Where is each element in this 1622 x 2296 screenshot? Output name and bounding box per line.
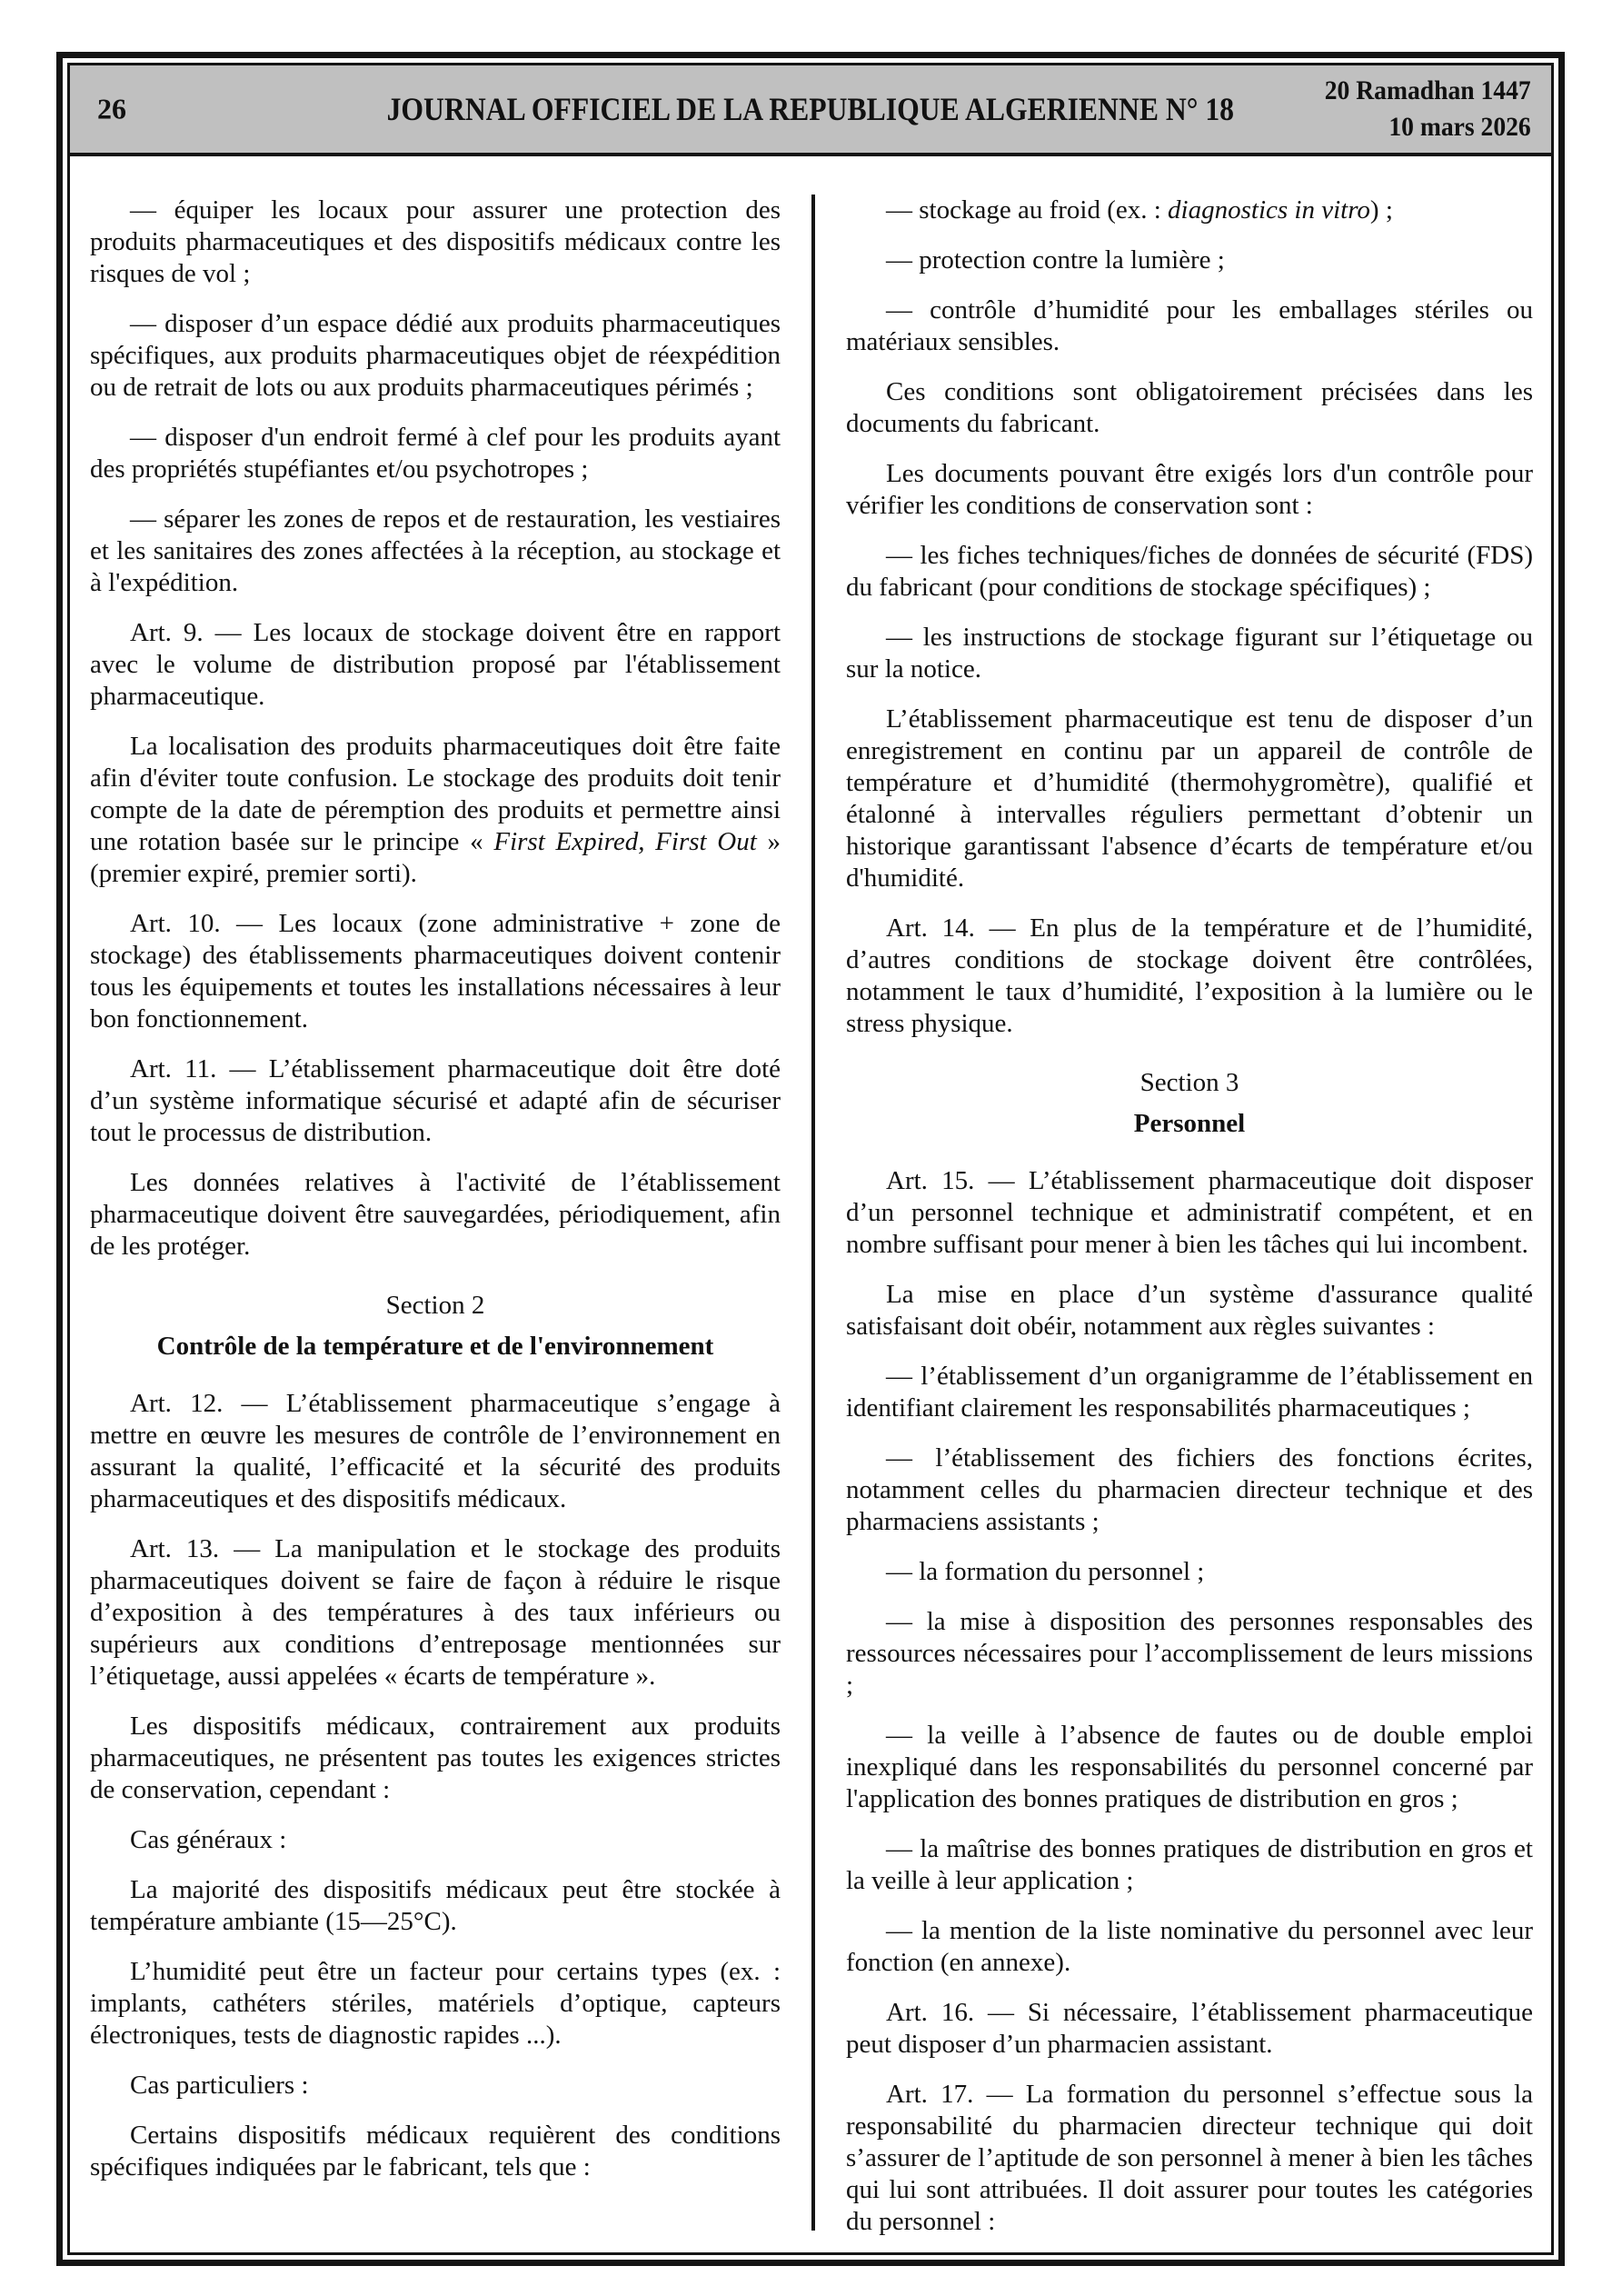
date-hijri: 20 Ramadhan 1447 — [1325, 75, 1531, 105]
paragraph — [90, 1167, 781, 1263]
paragraph — [846, 1361, 1533, 1424]
paragraph — [90, 504, 781, 599]
paragraph — [846, 2079, 1533, 2238]
paragraph — [90, 2120, 781, 2183]
text-run: — disposer d’un espace dédié aux produits pharmaceutiques spécifiques, aux produits pharmaceutiques objet de réexpédition ou de retrait de lots ou aux produits pharmaceutiques périmés ; — [90, 309, 781, 402]
text-run: Ces conditions sont obligatoirement précisées dans les documents du fabricant. — [846, 377, 1533, 438]
paragraph — [90, 308, 781, 404]
text-run: — la veille à l’absence de fautes ou de double emploi inexpliqué dans les responsabilités du personnel concerné par l'application des bonnes pratiques de distribution en gros ; — [846, 1721, 1533, 1813]
paragraph — [90, 195, 781, 290]
text-run: Contrôle de la température et de l'environnement — [156, 1332, 714, 1361]
text-run: Art. 17. — La formation du personnel s’effectue sous la responsabilité du pharmacien directeur technique qui doit s’assurer de l’aptitude de son personnel à mener à bien les tâches qui lui sont attribuées. Il doit assurer pour toutes les catégories du personnel : — [846, 2080, 1533, 2236]
paragraph — [846, 1606, 1533, 1702]
paragraph — [846, 704, 1533, 894]
date-gregorian: 10 mars 2026 — [1388, 112, 1531, 142]
paragraph — [846, 540, 1533, 604]
paragraph — [846, 913, 1533, 1040]
text-run: L’établissement pharmaceutique est tenu de disposer d’un enregistrement en continu par un appareil de contrôle de température et d’humidité (thermohygromètre), qualifié et étalonné à intervalles réguliers permettant d’obtenir un historique garantissant l'absence d’écarts de température et/ou d'humidité. — [846, 704, 1533, 893]
text-run: Section 3 — [1139, 1068, 1239, 1097]
text-run: — les instructions de stockage figurant sur l’étiquetage ou sur la notice. — [846, 623, 1533, 684]
paragraph — [90, 731, 781, 890]
text-run: Art. 16. — Si nécessaire, l’établissement pharmaceutique peut disposer d’un pharmacien assistant. — [846, 1998, 1533, 2059]
section-heading — [90, 1290, 781, 1322]
paragraph — [846, 458, 1533, 522]
paragraph — [846, 1442, 1533, 1538]
paragraph — [846, 1915, 1533, 1979]
text-run: Art. 15. — L’établissement pharmaceutique doit disposer d’un personnel technique et administratif compétent, et en nombre suffisant pour mener à bien les tâches qui lui incombent. — [846, 1166, 1533, 1259]
text-run: Les données relatives à l'activité de l’établissement pharmaceutique doivent être sauvegardées, périodiquement, afin de les protéger. — [90, 1168, 781, 1261]
text-run: Les dispositifs médicaux, contrairement aux produits pharmaceutiques, ne présentent pas toutes les exigences strictes de conservation, cependant : — [90, 1712, 781, 1804]
masthead-dates — [1325, 73, 1531, 145]
section-heading — [846, 1067, 1533, 1099]
text-run: ) ; — [1369, 195, 1393, 225]
text-run: Cas particuliers : — [130, 2071, 309, 2100]
text-run: Art. 10. — Les locaux (zone administrative + zone de stockage) des établissements pharmaceutiques doivent contenir tous les équipements et toutes les installations nécessaires à leur bon fonctionnement. — [90, 909, 781, 1033]
text-run: » (premier expiré, premier sorti). — [90, 827, 781, 888]
paragraph — [90, 1533, 781, 1692]
paragraph — [846, 1833, 1533, 1897]
section-heading — [90, 1331, 781, 1363]
text-run: Les documents pouvant être exigés lors d'un contrôle pour vérifier les conditions de conservation sont : — [846, 459, 1533, 520]
text-run: Art. 12. — L’établissement pharmaceutique s’engage à mettre en œuvre les mesures de contrôle de l’environnement en assurant la qualité, l’efficacité et la sécurité des produits pharmaceutiques et des dispositifs médicaux. — [90, 1389, 781, 1513]
text-run: Art. 11. — L’établissement pharmaceutique doit être doté d’un système informatique sécurisé et adapté afin de sécuriser tout le processus de distribution. — [90, 1054, 781, 1147]
text-run: — séparer les zones de repos et de restauration, les vestiaires et les sanitaires des zones affectées à la réception, au stockage et à l'expédition. — [90, 504, 781, 597]
paragraph — [846, 1720, 1533, 1815]
page-number: 26 — [97, 92, 126, 125]
paragraph — [846, 1279, 1533, 1343]
paragraph — [846, 245, 1533, 276]
paragraph — [846, 195, 1533, 226]
text-run: — équiper les locaux pour assurer une protection des produits pharmaceutiques et des dispositifs médicaux contre les risques de vol ; — [90, 195, 781, 288]
paragraph — [846, 294, 1533, 358]
italic-text: diagnostics in vitro — [1168, 195, 1370, 225]
paragraph — [846, 1997, 1533, 2061]
paragraph — [90, 617, 781, 713]
text-run: L’humidité peut être un facteur pour certains types (ex. : implants, cathéters stériles, matériels d’optique, capteurs électroniques, tests de diagnostic rapides ...). — [90, 1957, 781, 2050]
text-run: — l’établissement des fichiers des fonctions écrites, notamment celles du pharmacien directeur technique et des pharmaciens assistants ; — [846, 1443, 1533, 1536]
column-left — [83, 195, 811, 2231]
text-run: — l’établissement d’un organigramme de l’établissement en identifiant clairement les responsabilités pharmaceutiques ; — [846, 1362, 1533, 1423]
text-run: Art. 14. — En plus de la température et de l’humidité, d’autres conditions de stockage doivent être contrôlées, notamment le taux d’humidité, l’exposition à la lumière ou le stress physique. — [846, 913, 1533, 1038]
text-run: Cas généraux : — [130, 1825, 287, 1854]
text-run: La localisation des produits pharmaceutiques doit être faite afin d'éviter toute confusion. Le stockage des produits doit tenir compte de la date de péremption des produits et permettre ainsi une rotation basée sur le principe « — [90, 732, 781, 856]
text-run: — la maîtrise des bonnes pratiques de distribution en gros et la veille à leur application ; — [846, 1834, 1533, 1895]
paragraph — [90, 908, 781, 1035]
column-right — [811, 195, 1540, 2236]
text-run: Certains dispositifs médicaux requièrent des conditions spécifiques indiquées par le fabricant, tels que : — [90, 2121, 781, 2181]
content — [70, 156, 1551, 2252]
paragraph — [846, 622, 1533, 685]
paragraph — [846, 1556, 1533, 1588]
paragraph — [90, 1053, 781, 1149]
paragraph — [90, 1824, 781, 1856]
page-frame — [56, 52, 1565, 2266]
paragraph — [90, 1956, 781, 2051]
masthead — [70, 65, 1551, 156]
text-run: Section 2 — [385, 1291, 485, 1320]
text-run: La mise en place d’un système d'assurance qualité satisfaisant doit obéir, notamment aux règles suivantes : — [846, 1280, 1533, 1341]
text-run: — stockage au froid (ex. : — [886, 195, 1169, 225]
paragraph — [90, 1874, 781, 1938]
text-run: — la mise à disposition des personnes responsables des ressources nécessaires pour l’accomplissement de leurs missions ; — [846, 1607, 1533, 1700]
italic-text: First Expired, First Out — [493, 827, 757, 856]
text-run: — la formation du personnel ; — [886, 1557, 1205, 1586]
text-run: La majorité des dispositifs médicaux peut être stockée à température ambiante (15—25°C). — [90, 1875, 781, 1936]
paragraph — [90, 2070, 781, 2101]
journal-title: JOURNAL OFFICIEL DE LA REPUBLIQUE ALGERIENNE N° 18 — [386, 91, 1235, 127]
text-run: — la mention de la liste nominative du personnel avec leur fonction (en annexe). — [846, 1916, 1533, 1977]
page-frame-inner — [67, 63, 1554, 2255]
text-run: Personnel — [1133, 1109, 1246, 1138]
text-run: Art. 9. — Les locaux de stockage doivent être en rapport avec le volume de distribution proposé par l'établissement pharmaceutique. — [90, 618, 781, 711]
paragraph — [90, 1388, 781, 1515]
paragraph — [90, 1711, 781, 1806]
section-heading — [846, 1108, 1533, 1140]
text-run: — contrôle d’humidité pour les emballages stériles ou matériaux sensibles. — [846, 295, 1533, 356]
text-run: Art. 13. — La manipulation et le stockage des produits pharmaceutiques doivent se faire de façon à réduire le risque d’exposition à des températures à des taux inférieurs ou supérieurs aux conditions d’entreposage mentionnées sur l’étiquetage, aussi appelées « écarts de température ». — [90, 1534, 781, 1691]
text-run: — disposer d'un endroit fermé à clef pour les produits ayant des propriétés stupéfiantes et/ou psychotropes ; — [90, 423, 781, 484]
paragraph — [90, 422, 781, 485]
text-run: — protection contre la lumière ; — [886, 245, 1225, 275]
paragraph — [846, 1165, 1533, 1261]
text-run: — les fiches techniques/fiches de données de sécurité (FDS) du fabricant (pour conditions de stockage spécifiques) ; — [846, 541, 1533, 602]
paragraph — [846, 376, 1533, 440]
